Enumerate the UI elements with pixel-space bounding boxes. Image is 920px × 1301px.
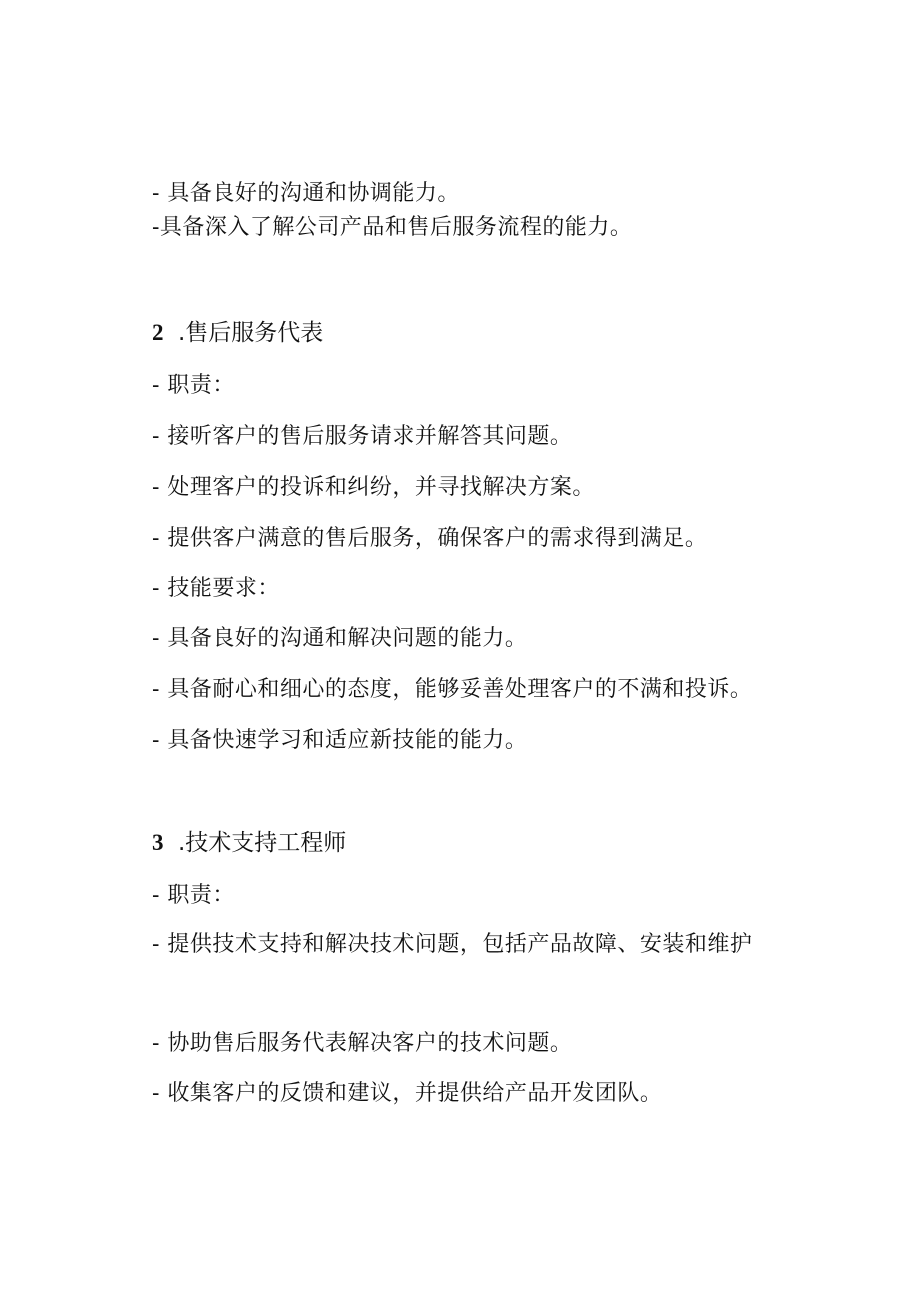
s2-line-patience: - 具备耐心和细心的态度，能够妥善处理客户的不满和投诉。 <box>152 677 753 702</box>
s2-line-satisfaction: - 提供客户满意的售后服务，确保客户的需求得到满足。 <box>152 526 708 551</box>
s3-line-duties: - 职责： <box>152 883 235 908</box>
section-number: 3 <box>152 830 164 855</box>
s2-line-communication-skill: - 具备良好的沟通和解决问题的能力。 <box>152 626 528 651</box>
s2-line-answer-requests: - 接听客户的售后服务请求并解答其问题。 <box>152 424 573 449</box>
s3-line-collect-feedback: - 收集客户的反馈和建议，并提供给产品开发团队。 <box>152 1081 663 1106</box>
s3-line-tech-support: - 提供技术支持和解决技术问题，包括产品故障、安装和维护 <box>152 932 753 957</box>
s2-line-fast-learning: - 具备快速学习和适应新技能的能力。 <box>152 728 528 753</box>
intro-line-product-knowledge: -具备深入了解公司产品和售后服务流程的能力。 <box>152 215 633 240</box>
section-title: .技术支持工程师 <box>178 830 347 856</box>
s3-line-assist-reps: - 协助售后服务代表解决客户的技术问题。 <box>152 1031 573 1056</box>
section-heading-after-sales-rep <box>152 318 323 348</box>
section-heading-tech-support-engineer <box>152 828 346 858</box>
section-number: 2 <box>152 320 164 345</box>
s2-line-skills: - 技能要求： <box>152 576 280 601</box>
s2-line-handle-complaints: - 处理客户的投诉和纠纷，并寻找解决方案。 <box>152 475 595 500</box>
section-title: .售后服务代表 <box>178 320 324 346</box>
intro-line-communication: - 具备良好的沟通和协调能力。 <box>152 181 460 206</box>
s2-line-duties: - 职责： <box>152 373 235 398</box>
